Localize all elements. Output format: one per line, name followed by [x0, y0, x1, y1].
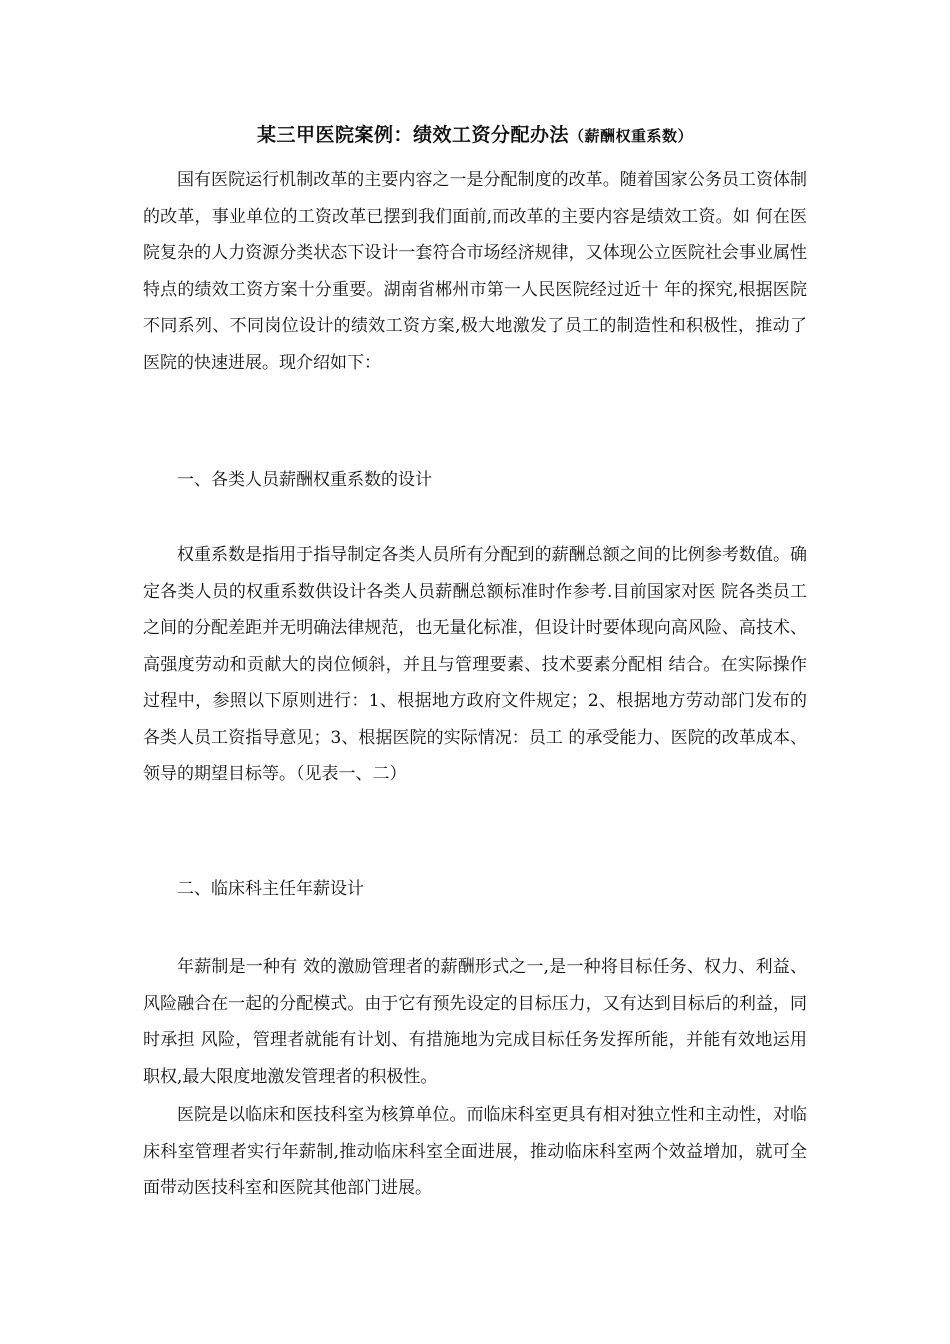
title-main: 某三甲医院案例：绩效工资分配办法 — [256, 124, 569, 146]
section-2-heading: 二、临床科主任年薪设计 — [177, 879, 364, 899]
intro-paragraph: 国有医院运行机制改革的主要内容之一是分配制度的改革。随着国家公务员工资体制的改革，事业单位的工资改革已摆到我们面前,而改革的主要内容是绩效工资。如 何在医院复杂的人力资源分类状态下设计一套符合市场经济规律，又体现公立医院社会事业属性特点的绩效工资方案十分重要。湖南省郴州市第一人民医院经过近十 年的探究,根据医院不同系列、不同岗位设计的绩效工资方案,极大地激发了员工的制造性和积极性，推动了医院的快速进展。现介绍如下： — [143, 170, 807, 373]
section-1-paragraph: 权重系数是指用于指导制定各类人员所有分配到的薪酬总额之间的比例参考数值。确定各类人员的权重系数供设计各类人员薪酬总额标准时作参考.目前国家对医 院各类员工之间的分配差距并无明确法律规范，也无量化标准，但设计时要体现向高风险、高技术、高强度劳动和贡献大的岗位倾斜，并且与管理要素、技术要素分配相 结合。在实际操作过程中，参照以下原则进行：1、根据地方政府文件规定；2、根据地方劳动部门发布的各类人员工资指导意见；3、根据医院的实际情况：员工 的承受能力、医院的改革成本、领导的期望目标等。（见表一、二） — [143, 545, 807, 784]
section-2-paragraph-2: 医院是以临床和医技科室为核算单位。而临床科室更具有相对独立性和主动性，对临床科室管理者实行年薪制,推动临床科室全面进展，推动临床科室两个效益增加，就可全面带动医技科室和医院其他部门进展。 — [143, 1105, 807, 1198]
title-subtitle: （薪酬权重系数） — [569, 127, 694, 145]
section-1-heading: 一、各类人员薪酬权重系数的设计 — [177, 470, 432, 490]
document-title — [140, 122, 810, 149]
section-2-paragraph-1: 年薪制是一种有 效的激励管理者的薪酬形式之一,是一种将目标任务、权力、利益、风险融合在一起的分配模式。由于它有预先设定的目标压力，又有达到目标后的利益，同时承担 风险，管理者就能有计划、有措施地为完成目标任务发挥所能，并能有效地运用职权,最大限度地激发管理者的积极性。 — [143, 957, 807, 1087]
